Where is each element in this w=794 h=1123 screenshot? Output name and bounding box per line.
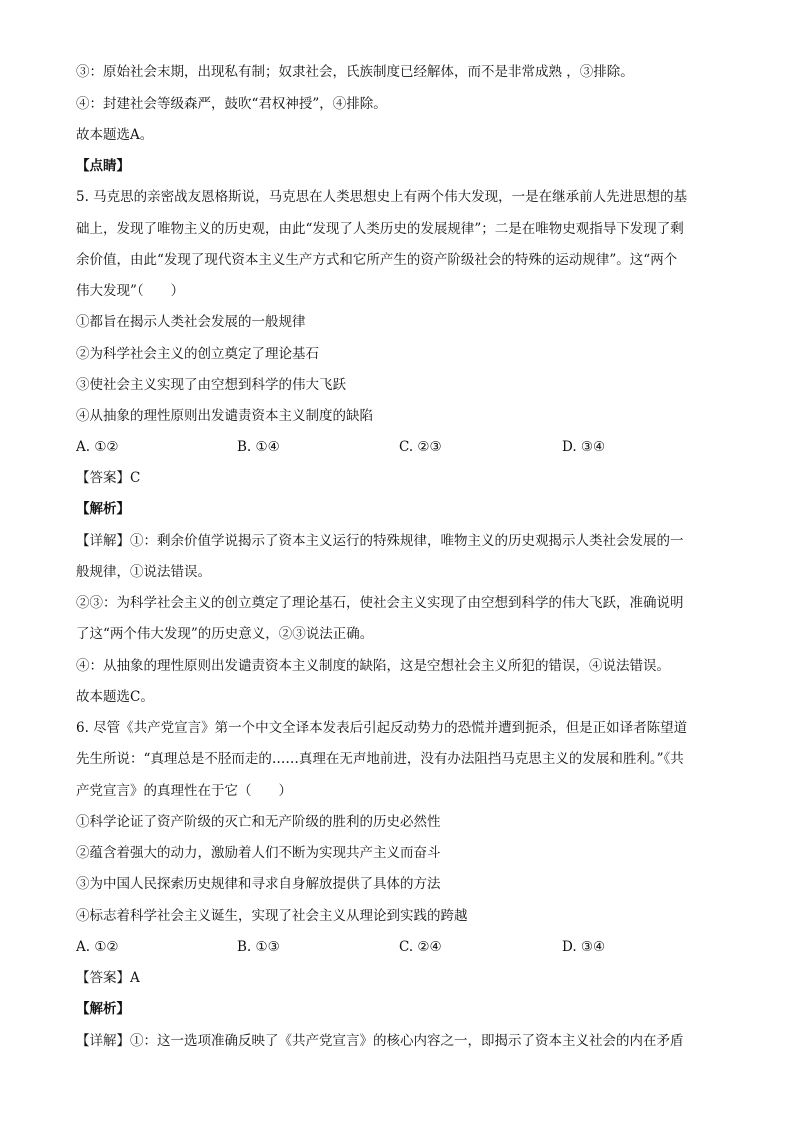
question-6-option-a: A. ①② [76,939,119,955]
question-5-stem: 余价值，由此“发现了现代资本主义生产方式和它所产生的资产阶级社会的特殊的运动规律”。这“两个 [76,252,678,268]
question-5-analysis-heading: 【解析】 [76,501,130,517]
question-5-detail: 了这“两个伟大发现”的历史意义，②③说法正确。 [76,626,374,642]
question-6-item: ①科学论证了资产阶级的灭亡和无产阶级的胜利的历史必然性 [76,814,441,830]
question-5-item: ④从抽象的理性原则出发谴责资本主义制度的缺陷 [76,408,373,424]
question-6-item: ③为中国人民探索历史规律和寻求自身解放提供了具体的方法 [76,876,441,892]
question-5-option-d: D. ③④ [562,439,606,455]
question-5-detail: ②③：为科学社会主义的创立奠定了理论基石，使社会主义实现了由空想到科学的伟大飞跃，准确说明 [76,595,684,611]
question-6-analysis-heading: 【解析】 [76,1001,130,1017]
question-5-stem: 伟大发现”（ ） [76,283,185,299]
question-5-detail: 般规律，①说法错误。 [76,564,211,580]
question-6-detail: 【详解】①：这一选项准确反映了《共产党宣言》的核心内容之一，即揭示了资本主义社会的内在矛盾 [76,1033,684,1049]
question-5-detail: 故本题选C。 [76,689,154,705]
question-5-detail: 【详解】①：剩余价值学说揭示了资本主义运行的特殊规律，唯物主义的历史观揭示人类社会发展的一 [76,533,684,549]
question-6-stem: 产党宣言》的真理性在于它（ ） [76,783,292,799]
question-5-option-a: A. ①② [76,439,119,455]
question-5-stem: 础上，发现了唯物主义的历史观，由此“发现了人类历史的发展规律”；二是在唯物史观指导下发现了剩 [76,221,684,237]
section-heading: 【点睛】 [76,158,130,174]
question-6-stem: 6. 尽管《共产党宣言》第一个中文全译本发表后引起反动势力的恐慌并遭到扼杀，但是正如译者陈望道 [76,720,688,736]
question-5-stem: 5. 马克思的亲密战友恩格斯说，马克思在人类思想史上有两个伟大发现，一是在继承前人先进思想的基 [76,189,688,205]
question-6-option-c: C. ②④ [399,939,442,955]
question-6-answer: 【答案】A [76,970,140,986]
text-line: 故本题选A。 [76,127,154,143]
question-5-item: ②为科学社会主义的创立奠定了理论基石 [76,346,319,362]
question-5-option-b: B. ①④ [237,439,280,455]
question-5-answer: 【答案】C [76,470,141,486]
question-6-option-d: D. ③④ [562,939,606,955]
text-line: ④：封建社会等级森严，鼓吹“君权神授”，④排除。 [76,96,387,112]
question-5-detail: ④：从抽象的理性原则出发谴责资本主义制度的缺陷，这是空想社会主义所犯的错误，④说法错误。 [76,658,670,674]
text-line: ③：原始社会末期，出现私有制；奴隶社会，氏族制度已经解体，而不是非常成熟 ，③排除。 [76,64,634,80]
question-6-item: ②蕴含着强大的动力，激励着人们不断为实现共产主义而奋斗 [76,845,441,861]
question-6-option-b: B. ①③ [237,939,280,955]
question-6-item: ④标志着科学社会主义诞生，实现了社会主义从理论到实践的跨越 [76,908,468,924]
question-6-stem: 先生所说：“真理总是不胫而走的……真理在无声地前进，没有办法阻挡马克思主义的发展和胜利。”《共 [76,751,684,767]
question-5-option-c: C. ②③ [399,439,442,455]
question-5-item: ③使社会主义实现了由空想到科学的伟大飞跃 [76,377,346,393]
question-5-item: ①都旨在揭示人类社会发展的一般规律 [76,314,306,330]
